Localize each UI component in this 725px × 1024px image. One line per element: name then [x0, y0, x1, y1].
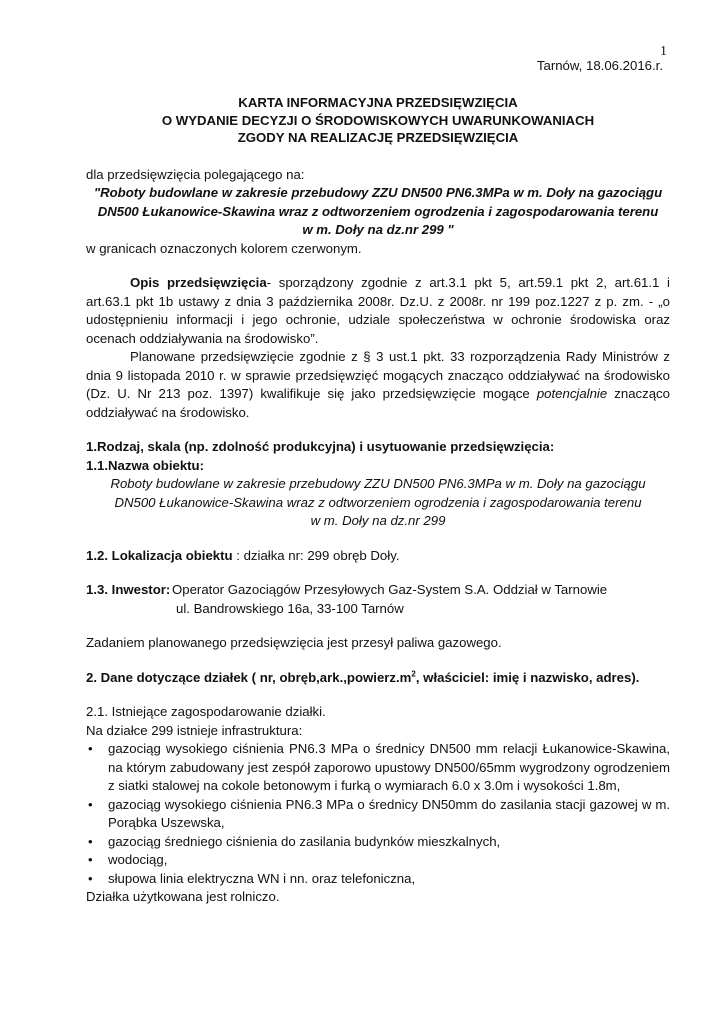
opis-paragraph: [86, 274, 670, 348]
section-1-3-label: 1.3. Inwestor:: [86, 582, 171, 597]
list-item: • słupowa linia elektryczna WN i nn. oraz telefoniczna,: [86, 870, 670, 889]
investor-line-1: Operator Gazociągów Przesyłowych Gaz-System S.A. Oddział w Tarnowie: [172, 582, 608, 597]
list-item: • gazociąg wysokiego ciśnienia PN6.3 MPa o średnicy DN50mm do zasilania stacji gazowej w m. Porąbka Uszewska,: [86, 796, 670, 833]
section-1-2-text: : działka nr: 299 obręb Doły.: [232, 547, 400, 563]
qualification-text-end: znacząco oddziaływać na środowisko.: [86, 386, 670, 420]
project-name-line-1: "Roboty budowlane w zakresie przebudowy ZZU DN500 PN6.3MPa w m. Doły na gazociągu: [93, 185, 663, 200]
qualification-text-start: Planowane przedsięwzięcie zgodnie z § 3 ust.1 pkt. 33 rozporządzenia Rady Ministrów z dnia 9 listopada 2010 r. w sprawie przedsięwzięć mogących znacząco oddziaływać na środowisko (Dz. U. Nr 213 poz. 1397) kwalifikuje się jako przedsięwzięcie mogące: [86, 349, 670, 401]
intro-lead: dla przedsięwzięcia polegającego na:: [86, 166, 305, 182]
object-name-line-1: Roboty budowlane w zakresie przebudowy ZZU DN500 PN6.3MPa w m. Doły na gazociągu: [110, 476, 646, 491]
infrastructure-lead: Na działce 299 istnieje infrastruktura:: [86, 722, 303, 738]
document-body: [86, 94, 670, 907]
section-2-heading-sup: 2: [411, 669, 416, 679]
section-1-2-label: 1.2. Lokalizacja obiektu: [86, 547, 233, 563]
section-2-heading: [86, 669, 670, 688]
project-name: [86, 184, 670, 240]
list-item: • wodociąg,: [86, 851, 670, 870]
section-1-heading: 1.Rodzaj, skala (np. zdolność produkcyjna) i usytuowanie przedsięwzięcia:: [86, 439, 555, 454]
section-1-3: [86, 581, 670, 600]
boundary-note: w granicach oznaczonych kolorem czerwonym.: [86, 240, 362, 256]
opis-text: - sporządzony zgodnie z art.3.1 pkt 5, art.59.1 pkt 2, art.61.1 i art.63.1 pkt 1b ustawy z dnia 3 października 2008r. Dz.U. z 2008r. nr 199 poz.1227 z p. zm. - „o udostępnieniu informacji i jego ochronie, udziale społeczeństwa w ochronie środowiska oraz ocenach oddziaływania na środowisko”.: [86, 275, 670, 346]
land-use-note: Działka użytkowana jest rolniczo.: [86, 889, 280, 904]
object-name-line-2: DN500 Łukanowice-Skawina wraz z odtworzeniem ogrodzenia i zagospodarowania terenu: [114, 494, 642, 510]
infrastructure-list: [86, 740, 670, 888]
project-name-line-3: w m. Doły na dz.nr 299 ": [302, 222, 454, 237]
investor-line-2: ul. Bandrowskiego 16a, 33-100 Tarnów: [176, 600, 404, 616]
title-line-3: ZGODY NA REALIZACJĘ PRZEDSIĘWZIĘCIA: [237, 130, 519, 145]
project-name-line-2: DN500 Łukanowice-Skawina wraz z odtworzeniem ogrodzenia i zagospodarowania terenu: [97, 203, 659, 219]
qualification-italic: potencjalnie: [536, 386, 608, 401]
object-name-line-3: w m. Doły na dz.nr 299: [310, 513, 446, 528]
project-task: Zadaniem planowanego przedsięwzięcia jest przesył paliwa gazowego.: [86, 635, 502, 650]
title-line-2: O WYDANIE DECYZJI O ŚRODOWISKOWYCH UWARUNKOWANIACH: [161, 112, 595, 128]
qualification-paragraph: [86, 348, 670, 422]
object-name: [86, 475, 670, 531]
section-2-1-heading: 2.1. Istniejące zagospodarowanie działki.: [86, 704, 326, 719]
list-item: • gazociąg średniego ciśnienia do zasilania budynków mieszkalnych,: [86, 833, 670, 852]
document-title: [86, 94, 670, 147]
place-date: Tarnów, 18.06.2016.r.: [536, 58, 663, 73]
section-2-heading-end: , właściciel: imię i nazwisko, adres).: [415, 669, 640, 685]
section-1-1-heading: 1.1.Nazwa obiektu:: [86, 457, 204, 473]
opis-label: Opis przedsięwzięcia: [130, 275, 267, 290]
title-line-1: KARTA INFORMACYJNA PRZEDSIĘWZIĘCIA: [238, 95, 518, 110]
section-1-2: [86, 547, 670, 566]
page-number: 1: [660, 44, 667, 59]
section-2-heading-start: 2. Dane dotyczące działek ( nr, obręb,ark.,powierz.m: [86, 669, 412, 685]
list-item: • gazociąg wysokiego ciśnienia PN6.3 MPa o średnicy DN500 mm relacji Łukanowice-Skawina, na którym zabudowany jest zespół zaporowo upustowy DN500/65mm wygrodzony ogrodzeniem z siatki stalowej na cokole betonowym i furką o wymiarach 6.0 x 3.0m i wysokości 1.8m,: [86, 740, 670, 796]
